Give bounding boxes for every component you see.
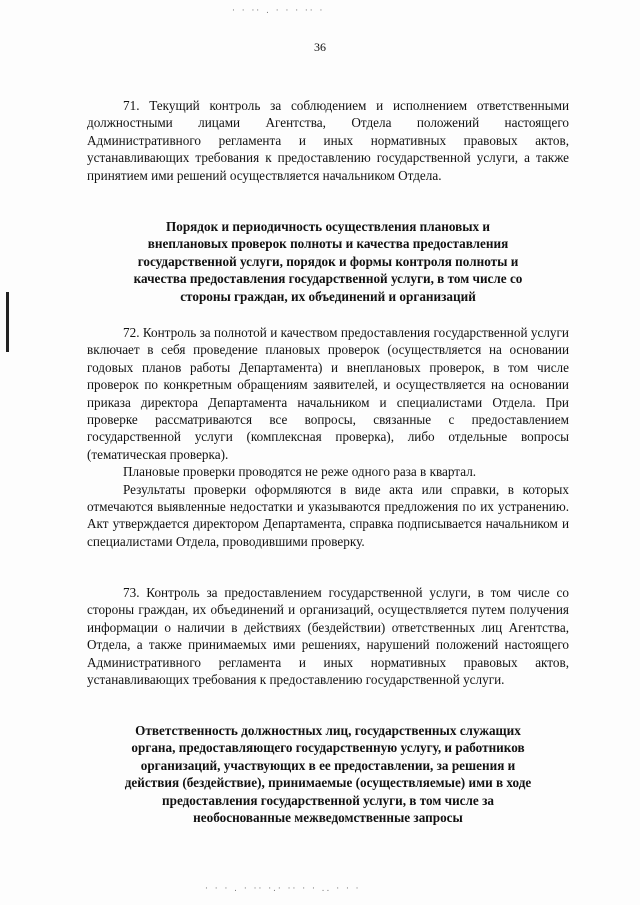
scan-artifact-top: · · ·· . · · · ·· ·	[232, 6, 325, 16]
heading-line: качества предоставления государственной услуги, в том числе со	[133, 271, 523, 287]
section-73	[87, 584, 569, 688]
heading-line: внеплановых проверок полноты и качества предоставления	[147, 236, 509, 252]
scan-edge-mark	[6, 292, 9, 352]
heading-line: Ответственность должностных лиц, государственных служащих	[135, 723, 521, 738]
heading-line: необоснованные межведомственные запросы	[193, 810, 463, 826]
paragraph-71: 71. Текущий контроль за соблюдением и исполнением ответственными должностными лицами Агентства, Отдела положений настоящего Административного регламента и иных нормативных правовых актов, устанавливающих требования к предоставлению государственной услуги, а также принятием ими решений осуществляется начальником Отдела.	[87, 98, 569, 183]
scan-artifact-bottom: · · · . · ·· ·.· ·· · · .. · · ·	[205, 884, 361, 894]
heading-line: предоставления государственной услуги, в том числе за	[162, 792, 494, 808]
section-72	[87, 324, 569, 550]
heading-line: Порядок и периодичность осуществления плановых и	[165, 219, 490, 234]
heading-line: действия (бездействие), принимаемые (осуществляемые) ими в ходе	[124, 775, 532, 791]
heading-line: государственной услуги, порядок и формы контроля полноты и	[137, 253, 519, 269]
heading-inspections	[92, 218, 564, 305]
section-71	[87, 97, 569, 184]
paragraph-73: 73. Контроль за предоставлением государственной услуги, в том числе со стороны граждан, их объединений и организаций, осуществляется путем получения информации о наличии в действиях (бездействии) ответственных лиц Агентства, Отдела, а также принимаемых ими решениях, нарушений положений настоящего Административного регламента и иных нормативных правовых актов, устанавливающих требования к предоставлению государственной услуги.	[87, 585, 569, 688]
heading-line: стороны граждан, их объединений и организаций	[180, 288, 476, 304]
paragraph-72-results: Результаты проверки оформляются в виде акта или справки, в которых отмечаются выявленные недостатки и указываются предложения по их устранению. Акт утверждается директором Департамента, справка подписывается начальником и специалистами Отдела, проводившими проверку.	[87, 481, 569, 549]
heading-line: организаций, участвующих в ее предоставлении, за решения и	[140, 757, 516, 773]
paragraph-72-frequency: Плановые проверки проводятся не реже одного раза в квартал.	[123, 464, 477, 480]
heading-line: органа, предоставляющего государственную услугу, и работников	[131, 740, 525, 756]
heading-responsibility	[92, 722, 564, 826]
paragraph-72: 72. Контроль за полнотой и качеством предоставления государственной услуги включает в себя проведение плановых проверок (осуществляется на основании годовых планов работы Департамента) и внеплановых проверок, в том числе проверок по конкретным обращениям заявителей, и осуществляется на основании приказа директора Департамента начальником и специалистами Отдела. При проверке рассматриваются все вопросы, связанные с предоставлением государственной услуги (комплексная проверка), либо отдельные вопросы (тематическая проверка).	[87, 325, 569, 462]
page-number: 36	[314, 40, 326, 54]
